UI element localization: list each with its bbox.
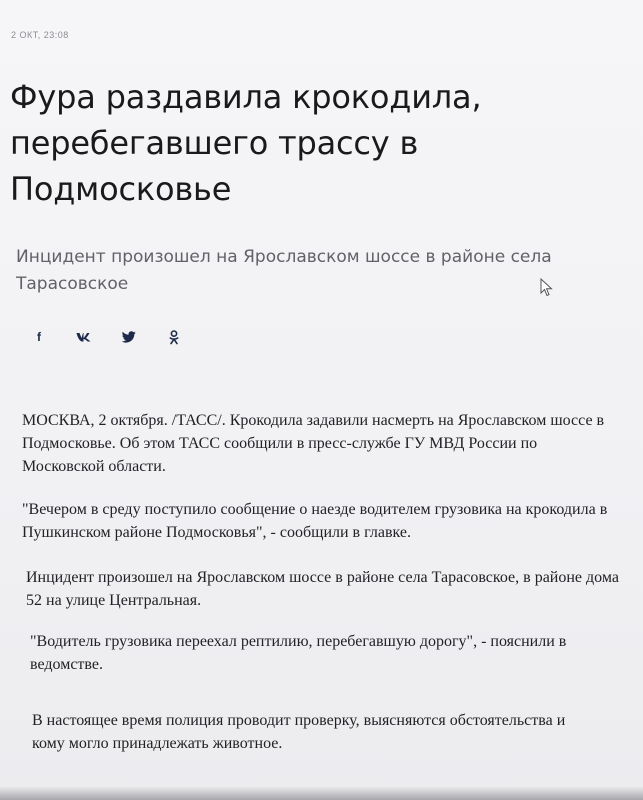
article-paragraph: МОСКВА, 2 октября. /ТАСС/. Крокодила задавили насмерть на Ярославском шоссе в Подмосковье. Об этом ТАСС сообщили в пресс-службе ГУ МВД России по Московской области. <box>22 412 605 475</box>
screen-bottom-edge <box>0 786 643 800</box>
article-paragraph: В настоящее время полиция проводит проверку, выясняются обстоятельства и кому могло принадлежать животное. <box>32 712 566 752</box>
article-paragraph: "Вечером в среду поступило сообщение о наезде водителем грузовика на крокодила в Пушкинском районе Подмосковья", - сообщили в главке. <box>22 501 608 541</box>
article-dateline: 2 ОКТ, 23:08 <box>11 30 69 40</box>
vk-icon <box>76 332 92 342</box>
odnoklassniki-icon <box>169 330 179 345</box>
share-facebook-button[interactable] <box>24 322 54 352</box>
twitter-icon <box>122 331 136 343</box>
share-twitter-button[interactable] <box>114 322 144 352</box>
facebook-icon: f <box>37 330 41 344</box>
article-headline: Фура раздавила крокодила, перебегавшего трассу в Подмосковье <box>10 78 482 208</box>
article-paragraph: Инцидент произошел на Ярославском шоссе в районе села Тарасовское, в районе дома 52 на улице Центральная. <box>26 569 619 609</box>
mouse-cursor-icon <box>540 278 553 302</box>
article-paragraph: "Водитель грузовика переехал рептилию, перебегавшую дорогу", - пояснили в ведомстве. <box>30 633 567 673</box>
article-lead: Инцидент произошел на Ярославском шоссе в районе села Тарасовское <box>16 247 552 294</box>
share-odnoklassniki-button[interactable] <box>159 322 189 352</box>
share-vk-button[interactable] <box>69 322 99 352</box>
share-bar <box>24 322 204 352</box>
